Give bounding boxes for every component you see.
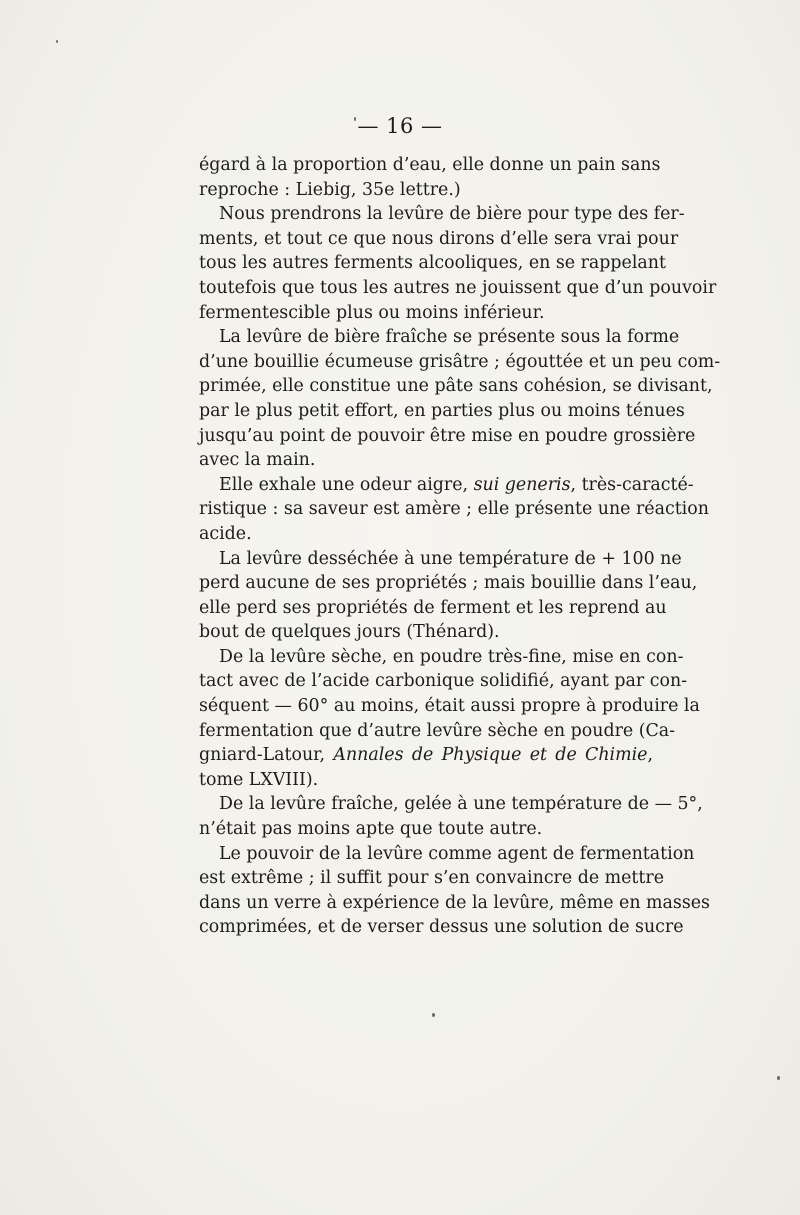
- paragraph: [199, 842, 710, 940]
- text-line: [199, 743, 653, 768]
- ink-speck: [56, 40, 58, 43]
- text-run: Elle exhale une odeur aigre,: [219, 474, 474, 495]
- text-line: perd aucune de ses propriétés ; mais bouillie dans l’eau,: [199, 573, 698, 594]
- body-text: [199, 153, 721, 940]
- text-line: jusqu’au point de pouvoir être mise en poudre grossière: [199, 425, 696, 446]
- text-line: tact avec de l’acide carbonique solidifié, ayant par con-: [199, 671, 688, 692]
- text-line: avec la main.: [199, 450, 316, 471]
- text-line: elle perd ses propriétés de ferment et les reprend au: [199, 597, 667, 618]
- ink-speck: [777, 1076, 780, 1080]
- text-line: par le plus petit effort, en parties plus ou moins ténues: [199, 400, 685, 421]
- text-line: est extrême ; il suffit pour s’en convaincre de mettre: [199, 868, 665, 889]
- paragraph: [199, 153, 661, 202]
- text-line: La levûre de bière fraîche se présente sous la forme: [219, 327, 680, 348]
- text-line: tome LXVIII).: [199, 769, 319, 790]
- text-line: séquent — 60° au moins, était aussi propre à produire la: [199, 696, 700, 717]
- text-line: Nous prendrons la levûre de bière pour type des fer-: [219, 204, 685, 225]
- text-line: dans un verre à expérience de la levûre, même en masses: [199, 892, 710, 913]
- text-line: n’était pas moins apte que toute autre.: [199, 819, 543, 840]
- text-line: De la levûre sèche, en poudre très-fine, mise en con-: [219, 646, 684, 667]
- paragraph: [199, 792, 703, 841]
- text-line: La levûre desséchée à une température de + 100 ne: [219, 548, 682, 569]
- text-line: égard à la proportion d’eau, elle donne un pain sans: [199, 155, 661, 175]
- text-run: , très-caracté-: [570, 474, 694, 495]
- text-line: primée, elle constitue une pâte sans cohésion, se divisant,: [199, 376, 713, 397]
- text-run: ,: [647, 745, 653, 766]
- text-line: fermentation que d’autre levûre sèche en poudre (Ca-: [199, 720, 676, 741]
- text-line: toutefois que tous les autres ne jouissent que d’un pouvoir: [199, 277, 717, 298]
- text-line: reproche : Liebig, 35e lettre.): [199, 179, 461, 200]
- text-line: De la levûre fraîche, gelée à une température de — 5°,: [219, 794, 703, 815]
- page-number: — 16 —: [357, 114, 443, 138]
- text-line: acide.: [199, 523, 252, 544]
- text-line: d’une bouillie écumeuse grisâtre ; égouttée et un peu com-: [199, 351, 721, 372]
- italic-citation: Annales de Physique et de Chimie: [333, 745, 648, 766]
- text-line: tous les autres ferments alcooliques, en se rappelant: [199, 253, 666, 274]
- paragraph: [199, 202, 717, 325]
- paragraph: [199, 645, 700, 793]
- text-line: [199, 473, 694, 498]
- text-line: Le pouvoir de la levûre comme agent de fermentation: [219, 843, 695, 864]
- text-line: ments, et tout ce que nous dirons d’elle sera vrai pour: [199, 228, 679, 249]
- text-run: gniard-Latour,: [199, 745, 334, 766]
- text-line: ristique : sa saveur est amère ; elle présente une réaction: [199, 499, 709, 520]
- paragraph: [199, 325, 721, 473]
- ink-speck: [432, 1013, 435, 1017]
- text-line: fermentescible plus ou moins inférieur.: [199, 302, 545, 323]
- text-line: bout de quelques jours (Thénard).: [199, 622, 500, 643]
- italic-term: sui generis: [473, 474, 571, 495]
- paragraph: [199, 473, 709, 547]
- text-line: comprimées, et de verser dessus une solution de sucre: [199, 917, 684, 938]
- paragraph: [199, 547, 698, 645]
